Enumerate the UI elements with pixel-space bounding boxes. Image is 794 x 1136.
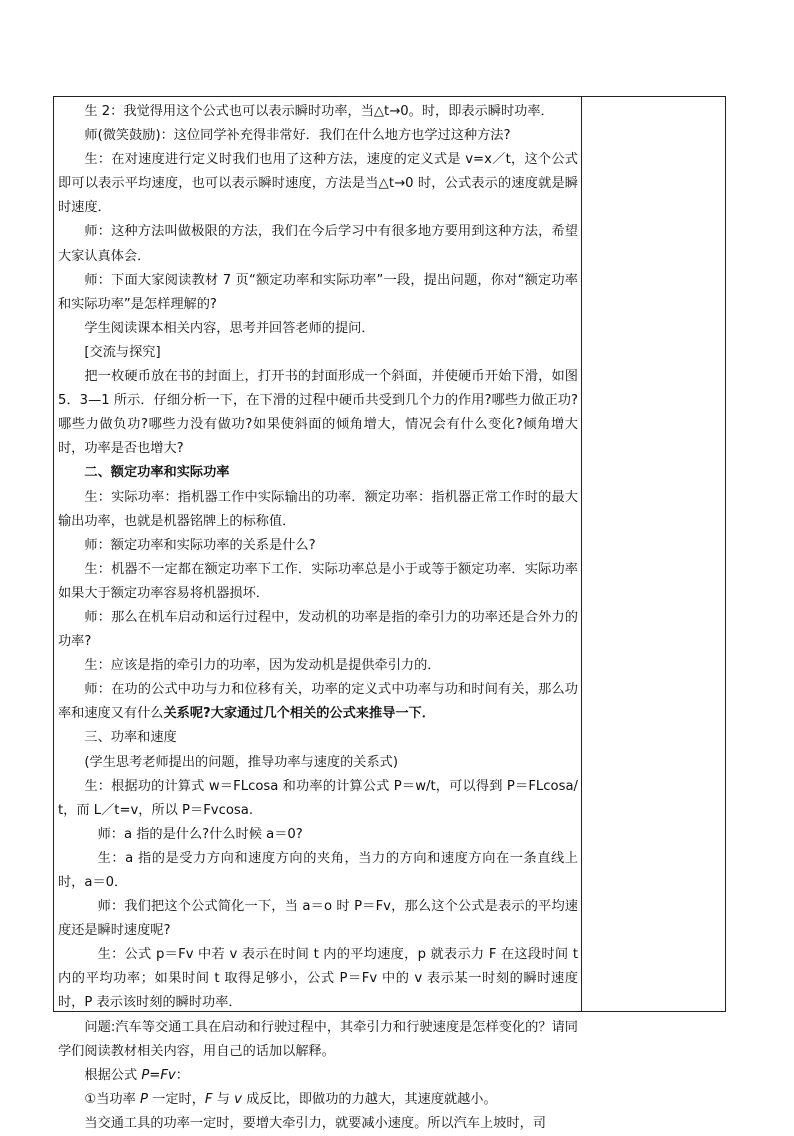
paragraph: 师：我们把这个公式简化一下，当 a＝o 时 P＝Fv，那么这个公式是表示的平均速度还是瞬时速度呢? (58, 899, 578, 939)
paragraph: 师：额定功率和实际功率的关系是什么? (84, 537, 316, 553)
paragraph: 师：这种方法叫做极限的方法，我们在今后学习中有很多地方要用到这种方法，希望大家认真体会． (58, 224, 578, 264)
paragraph: 生：机器不一定都在额定功率下工作．实际功率总是小于或等于额定功率．实际功率如果大于额定功率容易将机器损坏． (58, 561, 578, 601)
paragraph (58, 1064, 578, 1088)
paragraph: 生：应该是指的牵引力的功率，因为发动机是提供牵引力的． (84, 658, 441, 674)
paragraph: 生：公式 p＝Fv 中若 v 表示在时间 t 内的平均速度，p 就表示力 F 在这段时间 t 内的平均功率；如果时间 t 取得足够小，公式 P＝Fv 中的 v 表示某一时刻的瞬时速度时，P 表示该时刻的瞬时功率． (58, 947, 578, 1011)
symbol-text: P (139, 1091, 148, 1107)
paragraph-text: 师：在功的公式中功与力和位移有关，功率的定义式中功率与功和时间有关，那么功率和速度又有什么 (58, 682, 578, 722)
exploration-heading: [交流与探究] (84, 344, 161, 360)
paragraph (58, 1088, 578, 1112)
symbol-text: F (204, 1091, 213, 1107)
lesson-content-cell (54, 97, 581, 1131)
section-heading-rated-power: 二、额定功率和实际功率 (84, 465, 230, 481)
paragraph: 生：在对速度进行定义时我们也用了这种方法，速度的定义式是 v=x／t，这个公式即可以表示平均速度，也可以表示瞬时速度，方法是当△t→0 时，公式表示的速度就是瞬时速度． (58, 152, 578, 216)
paragraph: 师：a 指的是什么?什么时候 a＝0? (97, 826, 303, 842)
lesson-table (53, 96, 726, 1131)
paragraph (58, 678, 578, 726)
paragraph-bold-text: 关系呢?大家通过几个相关的公式来推导一下． (163, 706, 435, 722)
paragraph-text: ： (175, 1067, 189, 1083)
paragraph: 问题:汽车等交通工具在启动和行驶过程中，其牵引力和行驶速度是怎样变化的？请同学们阅读教材相关内容，用自己的话加以解释。 (58, 1019, 578, 1059)
paragraph: 生 2：我觉得用这个公式也可以表示瞬时功率，当△t→0。时，即表示瞬时功率． (84, 104, 554, 119)
paragraph-text: 与 (216, 1091, 230, 1107)
paragraph: 学生阅读课本相关内容，思考并回答老师的提问． (84, 320, 375, 336)
symbol-text: v (234, 1091, 242, 1107)
paragraph: 师：那么在机车启动和运行过程中，发动机的功率是指的牵引力的功率还是合外力的功率? (58, 609, 578, 650)
paragraph: 生：a 指的是受力方向和速度方向的夹角，当力的方向和速度方向在一条直线上时，a＝0． (58, 850, 578, 890)
section-heading-power-speed: 三、功率和速度 (84, 730, 177, 746)
paragraph: 师：下面大家阅读教材 7 页“额定功率和实际功率”一段，提出问题，你对“额定功率和实际功率”是怎样理解的? (58, 272, 578, 312)
paragraph-text: 成反比，即做功的力越大，其速度就越小。 (246, 1091, 497, 1107)
paragraph: 师(微笑鼓励)：这位同学补充得非常好．我们在什么地方也学过这种方法? (84, 128, 511, 144)
paragraph-text: 一定时， (152, 1091, 205, 1107)
paragraph-text: ①当功率 (84, 1091, 136, 1107)
paragraph: 生：实际功率：指机器工作中实际输出的功率．额定功率：指机器正常工作时的最大输出功率，也就是机器铭牌上的标称值． (58, 489, 578, 529)
paragraph: 生：根据功的计算式 w＝FLcosa 和功率的计算公式 P＝w/t，可以得到 P＝FLcosa/t，而 L／t=v，所以 P＝Fvcosa. (58, 778, 578, 818)
paragraph-text: 根据公式 (84, 1067, 138, 1083)
column-divider (581, 97, 582, 1011)
paragraph: (学生思考老师提出的问题，推导功率与速度的关系式) (84, 754, 398, 770)
paragraph: 把一枚硬币放在书的封面上，打开书的封面形成一个斜面，并使硬币开始下滑，如图 5．3—1 所示．仔细分析一下，在下滑的过程中硬币共受到几个力的作用?哪些力做正功?哪些力做负功?哪些力没有做功?如果使斜面的倾角增大，情况会有什么变化?倾角增大时，功率是否也增大? (58, 369, 578, 457)
formula-text: P=Fv (141, 1067, 176, 1083)
paragraph: 当交通工具的功率一定时，要增大牵引力，就要减小速度。所以汽车上坡时，司 (84, 1115, 546, 1131)
